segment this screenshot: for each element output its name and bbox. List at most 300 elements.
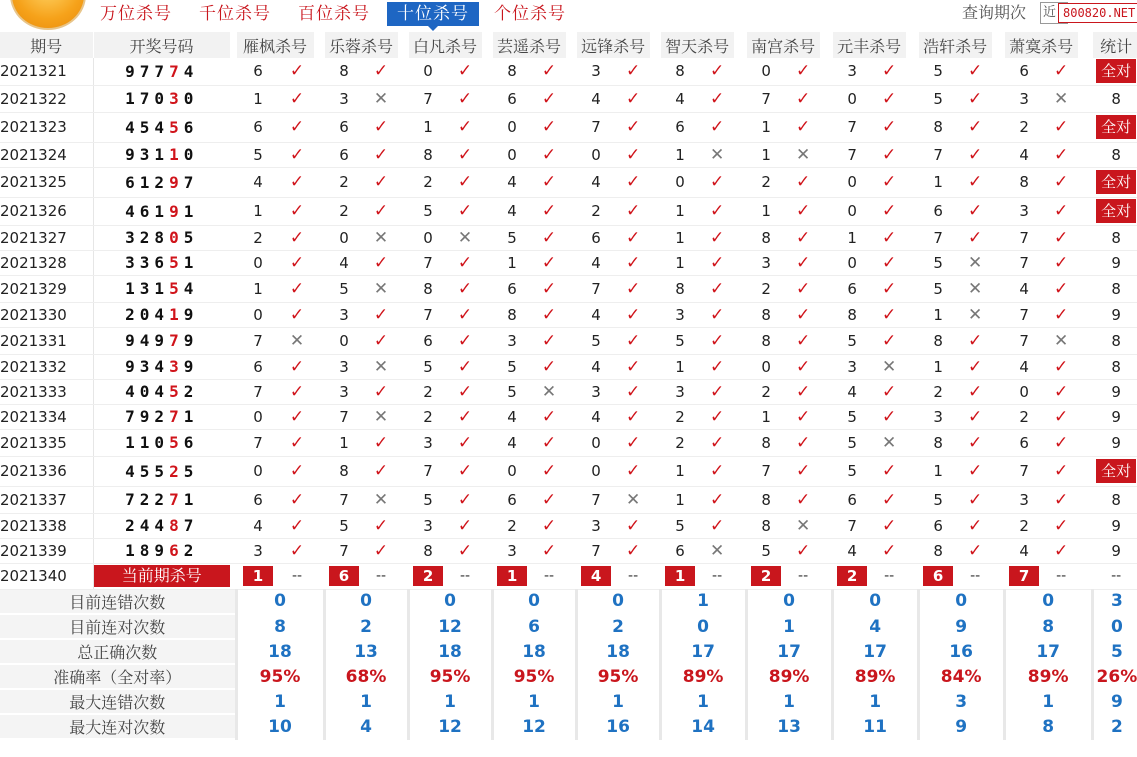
pending-dash: -- — [532, 563, 566, 589]
header-expert[interactable]: 白凡杀号 — [408, 32, 482, 58]
gap — [566, 513, 576, 538]
check-icon: ✓ — [700, 379, 734, 404]
summary-value: 1 — [236, 689, 324, 714]
gap — [820, 58, 832, 85]
summary-value: 95% — [236, 664, 324, 689]
summary-value: 68% — [324, 664, 408, 689]
cross-icon: ✕ — [364, 85, 398, 112]
stat-cell: 8 — [1092, 85, 1137, 112]
check-icon: ✓ — [616, 513, 650, 538]
site-logo — [10, 0, 86, 30]
draw-digit: 1 — [154, 145, 170, 164]
gap — [906, 486, 918, 513]
summary-value: 1 — [492, 689, 576, 714]
kill-number: 5 — [832, 429, 872, 456]
tab-bai[interactable]: 百位杀号 — [298, 4, 370, 24]
header-stat: 统计 — [1092, 32, 1137, 58]
summary-value: 13 — [746, 714, 832, 739]
kill-number: 7 — [324, 538, 364, 563]
check-icon: ✓ — [700, 302, 734, 327]
kill-number: 3 — [832, 58, 872, 85]
check-icon: ✓ — [1044, 486, 1078, 513]
gap — [820, 563, 832, 589]
gap — [314, 379, 324, 404]
gap — [566, 404, 576, 429]
kill-number: 0 — [324, 225, 364, 250]
kill-number: 8 — [746, 302, 786, 327]
summary-value: 18 — [576, 639, 660, 664]
check-icon: ✓ — [280, 112, 314, 142]
gap — [566, 302, 576, 327]
kill-number: 0 — [236, 456, 280, 486]
kill-number: 8 — [660, 275, 700, 302]
gap — [1078, 456, 1092, 486]
kill-number: 2 — [324, 167, 364, 197]
draw-digit: 1 — [183, 253, 199, 272]
gap — [566, 250, 576, 275]
kill-number: 0 — [492, 142, 532, 167]
draw-digit: 6 — [125, 172, 140, 192]
draw-digit: 4 — [183, 61, 199, 81]
kill-number: 0 — [408, 58, 448, 85]
gap — [906, 404, 918, 429]
current-kill-number: 6 — [923, 566, 953, 586]
gap — [482, 354, 492, 379]
header-expert[interactable]: 元丰杀号 — [832, 32, 906, 58]
summary-value: 89% — [660, 664, 746, 689]
summary-value: 1 — [660, 689, 746, 714]
gap — [906, 563, 918, 589]
gap — [650, 538, 660, 563]
kill-number: 0 — [236, 404, 280, 429]
gap — [992, 85, 1004, 112]
header-expert[interactable]: 远锋杀号 — [576, 32, 650, 58]
draw-digit: 2 — [154, 407, 170, 426]
gap — [482, 225, 492, 250]
check-icon: ✓ — [786, 58, 820, 85]
gap — [1078, 379, 1092, 404]
gap — [650, 58, 660, 85]
check-icon: ✓ — [700, 354, 734, 379]
header-expert[interactable]: 雁枫杀号 — [236, 32, 314, 58]
header-expert[interactable]: 南宫杀号 — [746, 32, 820, 58]
pending-dash: -- — [958, 563, 992, 589]
pending-dash: -- — [700, 563, 734, 589]
gap — [1078, 513, 1092, 538]
check-icon: ✓ — [786, 379, 820, 404]
draw-number — [93, 167, 230, 197]
kill-number: 4 — [492, 197, 532, 225]
gap — [482, 379, 492, 404]
check-icon: ✓ — [1044, 142, 1078, 167]
check-icon: ✓ — [958, 538, 992, 563]
gap — [992, 250, 1004, 275]
kill-number: 0 — [746, 58, 786, 85]
kill-number: 8 — [746, 225, 786, 250]
check-icon: ✓ — [1044, 197, 1078, 225]
check-icon: ✓ — [532, 354, 566, 379]
stat-cell: 9 — [1092, 302, 1137, 327]
draw-digit: 9 — [169, 201, 184, 221]
gap — [992, 486, 1004, 513]
draw-digit: 2 — [139, 490, 155, 509]
kill-number: 0 — [746, 354, 786, 379]
gap — [566, 275, 576, 302]
check-icon: ✓ — [448, 513, 482, 538]
kill-number: 6 — [660, 538, 700, 563]
tab-wan[interactable]: 万位杀号 — [100, 4, 172, 24]
check-icon: ✓ — [532, 225, 566, 250]
draw-number — [93, 429, 230, 456]
draw-digit: 4 — [139, 331, 155, 350]
kill-number: 0 — [832, 85, 872, 112]
kill-number: 2 — [408, 379, 448, 404]
draw-number — [93, 225, 230, 250]
header-row — [0, 32, 1137, 58]
check-icon: ✓ — [280, 538, 314, 563]
summary-value: 89% — [746, 664, 832, 689]
table-row — [0, 327, 1137, 354]
gap — [820, 429, 832, 456]
summary-value: 0 — [660, 614, 746, 639]
summary-value: 89% — [832, 664, 918, 689]
draw-digit: 4 — [125, 201, 140, 221]
gap — [314, 563, 324, 589]
kill-number: 7 — [918, 225, 958, 250]
kill-number: 6 — [832, 275, 872, 302]
kill-number: 3 — [324, 379, 364, 404]
kill-number: 4 — [576, 167, 616, 197]
kill-number: 6 — [492, 275, 532, 302]
draw-digit: 7 — [125, 490, 140, 509]
gap — [734, 302, 746, 327]
kill-number: 6 — [832, 486, 872, 513]
draw-digit: 2 — [125, 305, 140, 324]
cross-icon: ✕ — [872, 429, 906, 456]
kill-number: 5 — [832, 327, 872, 354]
gap — [398, 379, 408, 404]
gap — [650, 302, 660, 327]
draw-digit: 2 — [154, 490, 170, 509]
header-expert[interactable]: 浩轩杀号 — [918, 32, 992, 58]
draw-digit: 1 — [139, 433, 155, 452]
summary-value: 0 — [576, 589, 660, 614]
gap — [734, 513, 746, 538]
check-icon: ✓ — [958, 112, 992, 142]
kill-number: 7 — [576, 486, 616, 513]
draw-digit: 5 — [183, 228, 199, 247]
gap — [398, 354, 408, 379]
current-label-cell — [93, 563, 230, 589]
check-icon: ✓ — [958, 327, 992, 354]
check-icon: ✓ — [448, 456, 482, 486]
gap — [398, 563, 408, 589]
gap — [734, 197, 746, 225]
table-row — [0, 456, 1137, 486]
check-icon: ✓ — [700, 404, 734, 429]
stat-cell: 8 — [1092, 486, 1137, 513]
check-icon: ✓ — [872, 85, 906, 112]
gap — [314, 197, 324, 225]
table-row — [0, 404, 1137, 429]
kill-number: 2 — [492, 513, 532, 538]
check-icon: ✓ — [448, 538, 482, 563]
gap — [992, 327, 1004, 354]
draw-digit: 0 — [169, 228, 184, 247]
draw-digit: 1 — [125, 279, 140, 298]
period-cell: 2021338 — [0, 513, 93, 538]
gap — [992, 513, 1004, 538]
kill-number: 2 — [236, 225, 280, 250]
check-icon: ✓ — [532, 513, 566, 538]
query-period-select[interactable]: 近 — [1040, 2, 1068, 24]
gap — [650, 404, 660, 429]
current-kill-number: 2 — [413, 566, 443, 586]
gap — [1078, 275, 1092, 302]
kill-number: 1 — [492, 250, 532, 275]
gap — [314, 538, 324, 563]
kill-number: 7 — [1004, 250, 1044, 275]
gap — [482, 404, 492, 429]
kill-number: 7 — [1004, 327, 1044, 354]
draw-digit: 4 — [154, 357, 170, 376]
cross-icon: ✕ — [872, 354, 906, 379]
check-icon: ✓ — [280, 197, 314, 225]
kill-number: 6 — [236, 58, 280, 85]
check-icon: ✓ — [1044, 538, 1078, 563]
gap — [734, 404, 746, 429]
kill-number: 6 — [1004, 58, 1044, 85]
draw-number — [93, 250, 230, 275]
header-expert[interactable]: 芸遥杀号 — [492, 32, 566, 58]
summary-value: 18 — [236, 639, 324, 664]
kill-number: 3 — [408, 513, 448, 538]
kill-number: 3 — [1004, 486, 1044, 513]
draw-number — [93, 486, 230, 513]
gap — [906, 327, 918, 354]
gap — [820, 250, 832, 275]
check-icon: ✓ — [364, 302, 398, 327]
kill-number: 7 — [1004, 456, 1044, 486]
gap — [398, 456, 408, 486]
kill-number: 6 — [492, 85, 532, 112]
check-icon: ✓ — [958, 354, 992, 379]
gap — [482, 538, 492, 563]
tab-qian[interactable]: 千位杀号 — [199, 4, 271, 24]
check-icon: ✓ — [1044, 456, 1078, 486]
header-expert[interactable]: 智天杀号 — [660, 32, 734, 58]
gap — [650, 486, 660, 513]
cross-icon: ✕ — [786, 513, 820, 538]
gap — [906, 538, 918, 563]
kill-number: 8 — [660, 58, 700, 85]
draw-number — [93, 275, 230, 302]
table-row — [0, 354, 1137, 379]
kill-number: 7 — [746, 85, 786, 112]
gap — [398, 112, 408, 142]
gap — [734, 167, 746, 197]
kill-number: 8 — [408, 142, 448, 167]
gap — [482, 563, 492, 589]
tab-ge[interactable]: 个位杀号 — [494, 4, 566, 24]
gap — [820, 275, 832, 302]
pending-dash: -- — [364, 563, 398, 589]
gap — [734, 225, 746, 250]
cross-icon: ✕ — [364, 225, 398, 250]
check-icon: ✓ — [872, 513, 906, 538]
kill-number: 8 — [918, 429, 958, 456]
summary-value: 9 — [918, 714, 1004, 739]
kill-number: 8 — [918, 112, 958, 142]
summary-stat: 26% — [1092, 664, 1137, 689]
gap — [1078, 197, 1092, 225]
kill-number: 8 — [492, 302, 532, 327]
kill-number: 8 — [746, 486, 786, 513]
cross-icon: ✕ — [364, 275, 398, 302]
current-kill-cell — [408, 563, 448, 589]
check-icon: ✓ — [786, 167, 820, 197]
gap — [482, 250, 492, 275]
gap — [734, 58, 746, 85]
gap — [992, 354, 1004, 379]
period-cell: 2021334 — [0, 404, 93, 429]
current-stat: -- — [1092, 563, 1137, 589]
draw-digit: 7 — [154, 61, 170, 81]
summary-label: 最大连对次数 — [0, 714, 236, 739]
gap — [650, 513, 660, 538]
check-icon: ✓ — [448, 302, 482, 327]
check-icon: ✓ — [448, 197, 482, 225]
kill-number: 0 — [492, 456, 532, 486]
check-icon: ✓ — [958, 85, 992, 112]
gap — [566, 167, 576, 197]
current-row — [0, 563, 1137, 589]
summary-value: 8 — [1004, 614, 1092, 639]
draw-digit: 3 — [139, 145, 155, 164]
kill-number: 0 — [236, 302, 280, 327]
summary-label: 准确率（全对率） — [0, 664, 236, 689]
gap — [820, 225, 832, 250]
kill-number: 1 — [660, 250, 700, 275]
draw-digit: 2 — [154, 172, 170, 192]
header-expert[interactable]: 萧寞杀号 — [1004, 32, 1078, 58]
check-icon: ✓ — [700, 112, 734, 142]
summary-value: 0 — [746, 589, 832, 614]
draw-digit: 3 — [139, 357, 155, 376]
summary-value: 4 — [832, 614, 918, 639]
kill-number: 6 — [324, 112, 364, 142]
period-cell: 2021322 — [0, 85, 93, 112]
summary-value: 11 — [832, 714, 918, 739]
gap — [314, 167, 324, 197]
gap — [992, 142, 1004, 167]
gap — [314, 486, 324, 513]
current-kill-number: 1 — [665, 566, 695, 586]
gap — [1078, 112, 1092, 142]
kill-number: 5 — [918, 250, 958, 275]
header-gap — [1078, 32, 1092, 58]
kill-number: 4 — [492, 167, 532, 197]
draw-digit: 6 — [183, 433, 199, 452]
draw-digit: 0 — [139, 382, 155, 401]
period-cell: 2021327 — [0, 225, 93, 250]
cross-icon: ✕ — [958, 275, 992, 302]
gap — [992, 404, 1004, 429]
stat-cell — [1092, 112, 1137, 142]
summary-value: 18 — [492, 639, 576, 664]
all-correct-badge: 全对 — [1096, 199, 1136, 223]
header-gap — [482, 32, 492, 58]
summary-row — [0, 714, 1137, 739]
check-icon: ✓ — [786, 302, 820, 327]
check-icon: ✓ — [532, 404, 566, 429]
summary-label: 目前连错次数 — [0, 589, 236, 614]
table-row — [0, 112, 1137, 142]
draw-digit: 1 — [154, 279, 170, 298]
kill-number: 7 — [236, 327, 280, 354]
summary-value: 13 — [324, 639, 408, 664]
gap — [566, 456, 576, 486]
check-icon: ✓ — [700, 250, 734, 275]
gap — [650, 167, 660, 197]
cross-icon: ✕ — [280, 327, 314, 354]
check-icon: ✓ — [1044, 302, 1078, 327]
check-icon: ✓ — [1044, 379, 1078, 404]
kill-number: 8 — [324, 58, 364, 85]
summary-row — [0, 689, 1137, 714]
cross-icon: ✕ — [700, 142, 734, 167]
kill-number: 0 — [1004, 379, 1044, 404]
kill-number: 3 — [660, 379, 700, 404]
table-row — [0, 302, 1137, 327]
tab-shi[interactable]: 十位杀号 — [387, 2, 479, 26]
kill-number: 1 — [918, 167, 958, 197]
kill-number: 5 — [576, 327, 616, 354]
draw-digit: 9 — [125, 61, 140, 81]
check-icon: ✓ — [616, 354, 650, 379]
kill-number: 1 — [746, 404, 786, 429]
gap — [734, 142, 746, 167]
gap — [398, 327, 408, 354]
gap — [734, 354, 746, 379]
gap — [314, 513, 324, 538]
check-icon: ✓ — [700, 513, 734, 538]
kill-number: 7 — [832, 112, 872, 142]
check-icon: ✓ — [280, 354, 314, 379]
kill-number: 1 — [660, 486, 700, 513]
header-gap — [650, 32, 660, 58]
check-icon: ✓ — [958, 142, 992, 167]
summary-value: 17 — [746, 639, 832, 664]
draw-digit: 2 — [125, 516, 140, 535]
check-icon: ✓ — [616, 197, 650, 225]
table-row — [0, 85, 1137, 112]
draw-digit: 8 — [154, 228, 170, 247]
draw-digit: 3 — [125, 228, 140, 247]
gap — [650, 429, 660, 456]
header-gap — [314, 32, 324, 58]
draw-digit: 9 — [125, 331, 140, 350]
table-row — [0, 513, 1137, 538]
kill-number: 5 — [492, 379, 532, 404]
gap — [482, 513, 492, 538]
gap — [906, 167, 918, 197]
gap — [1078, 58, 1092, 85]
period-cell: 2021329 — [0, 275, 93, 302]
header-expert[interactable]: 乐蓉杀号 — [324, 32, 398, 58]
gap — [992, 197, 1004, 225]
kill-number: 1 — [660, 225, 700, 250]
